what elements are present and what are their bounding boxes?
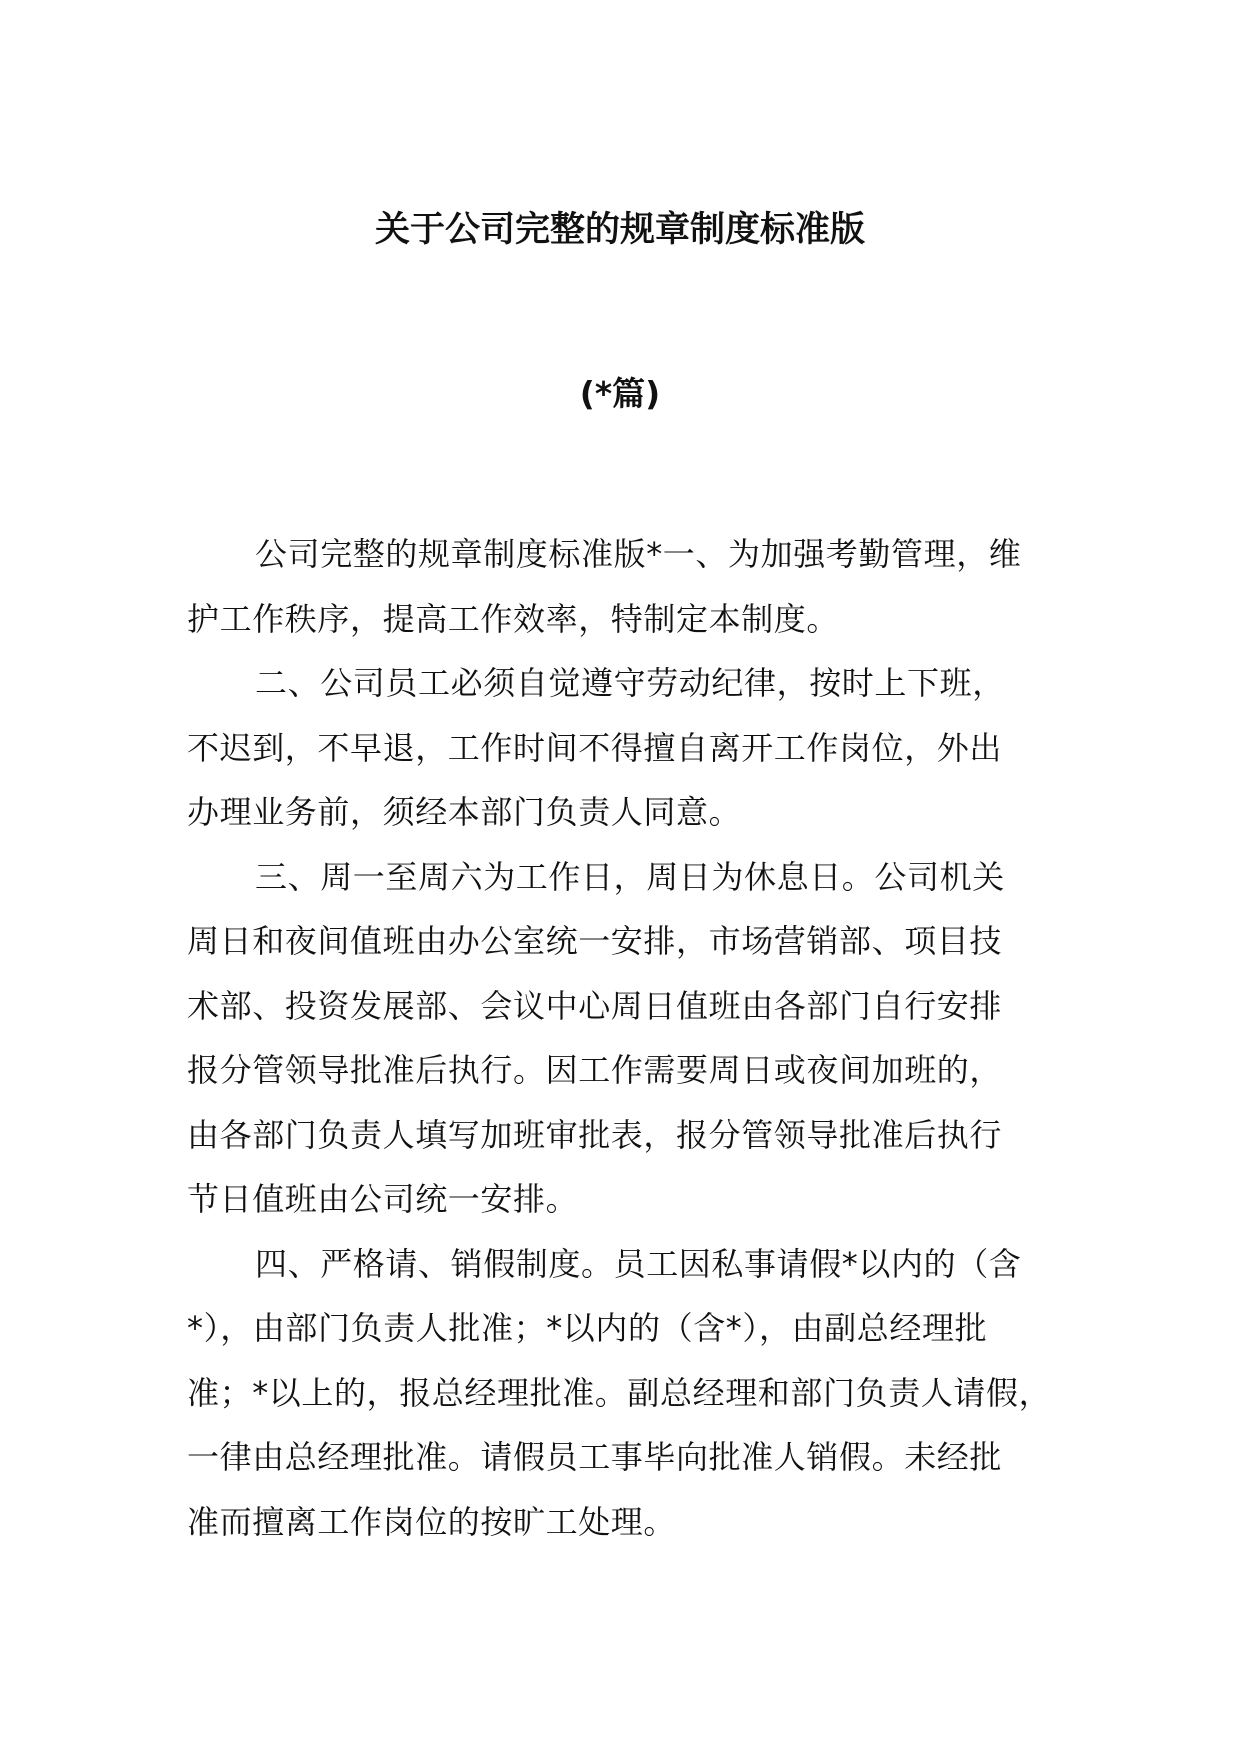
document-body <box>187 522 1067 1554</box>
paragraph-line: 三、周一至周六为工作日，周日为休息日。公司机关 <box>255 857 1005 896</box>
paragraph-line: 不迟到，不早退，工作时间不得擅自离开工作岗位，外出 <box>187 728 1003 767</box>
paragraph-line: 报分管领导批准后执行。因工作需要周日或夜间加班的， <box>187 1051 1003 1089</box>
paragraph-line: 准；*以上的，报总经理批准。副总经理和部门负责人请假， <box>187 1373 1052 1412</box>
paragraph-4 <box>187 1232 1067 1555</box>
paragraph-line: 四、严格请、销假制度。员工因私事请假*以内的（含 <box>255 1244 1022 1283</box>
paragraph-line: 公司完整的规章制度标准版*一、为加强考勤管理，维 <box>255 535 1022 573</box>
paragraph-line: 术部、投资发展部、会议中心周日值班由各部门自行安排 <box>187 986 1003 1025</box>
paragraph-line: 节日值班由公司统一安排。 <box>187 1180 579 1218</box>
paragraph-2 <box>187 651 1067 845</box>
paragraph-line: 二、公司员工必须自觉遵守劳动纪律，按时上下班， <box>255 664 1005 702</box>
paragraph-line: 周日和夜间值班由办公室统一安排，市场营销部、项目技 <box>187 922 1003 960</box>
paragraph-1 <box>187 522 1067 651</box>
paragraph-line: 一律由总经理批准。请假员工事毕向批准人销假。未经批 <box>187 1438 1003 1476</box>
paragraph-line: *），由部门负责人批准；*以内的（含*），由副总经理批 <box>187 1309 988 1347</box>
document-title: 关于公司完整的规章制度标准版 <box>374 210 865 250</box>
paragraph-line: 护工作秩序，提高工作效率，特制定本制度。 <box>187 599 840 638</box>
paragraph-line: 办理业务前，须经本部门负责人同意。 <box>187 793 742 831</box>
paragraph-3 <box>187 845 1067 1232</box>
paragraph-line: 准而擅离工作岗位的按旷工处理。 <box>187 1502 677 1541</box>
document-subtitle: (*篇) <box>579 374 661 413</box>
paragraph-line: 由各部门负责人填写加班审批表，报分管领导批准后执行 <box>187 1115 1003 1154</box>
